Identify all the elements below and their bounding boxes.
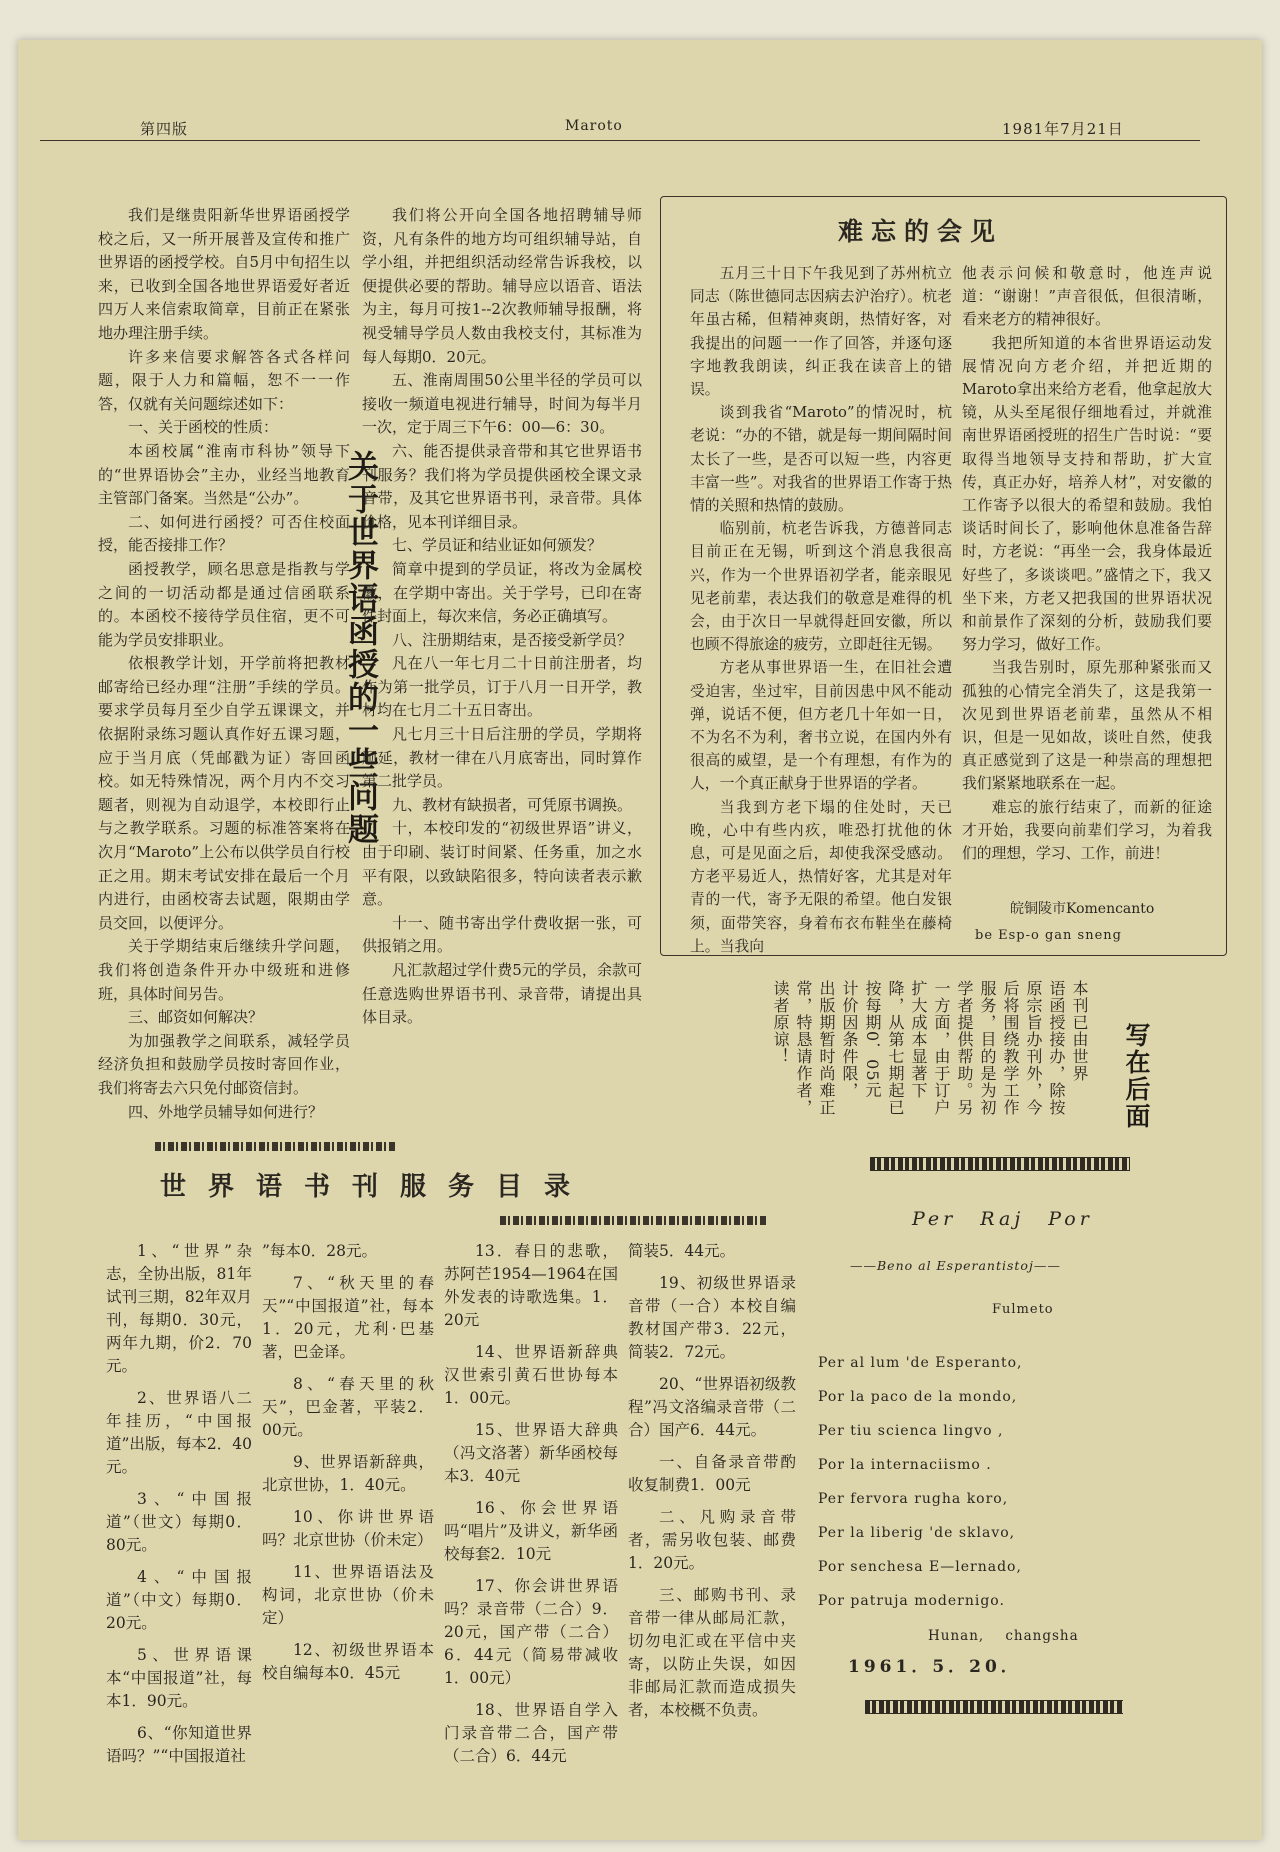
paragraph: 十，本校印发的“初级世界语”讲义，由于印刷、装订时间紧、任务重，加之水平有限，以致缺陷很多，特向读者表示歉意。 xyxy=(362,819,642,909)
paragraph: 关于学期结束后继续升学问题，我们将创造条件开办中级班和进修班，具体时间另告。 xyxy=(98,937,350,1003)
catalog-item: 9、世界语新辞典，北京世协，1．40元。 xyxy=(262,1453,434,1494)
afterword-title: 写在后面 xyxy=(1122,1022,1151,1130)
paragraph: 当我到方老下塌的住处时，天已晚，心中有些内疚，唯恐打扰他的休息，可是见面之后，却使我深受感动。方老平易近人，热情好客，尤其是对年青的一代，寄予无限的希望。他白发银须，面带笑容，身着布衣布鞋坐在藤椅上。当我向 xyxy=(690,798,952,955)
catalog-item: 1、“世界”杂志，全协出版，81年试刊三期，82年双月刊，每期0．30元，两年九期，价2．70元。 xyxy=(106,1242,252,1375)
catalog-item: 3、“中国报道”（世文）每期0．80元。 xyxy=(106,1490,252,1554)
catalog-item: 一、自备录音带酌收复制费1．00元 xyxy=(628,1453,796,1494)
afterword-text xyxy=(676,980,1091,1140)
paragraph: 四、外地学员辅导如何进行？ xyxy=(128,1102,324,1121)
article2-column-1 xyxy=(690,262,952,955)
afterword-line: 一方面，由于订户 xyxy=(932,980,951,1116)
paragraph: 临别前，杭老告诉我，方德普同志目前正在无锡，听到这个消息我很高兴，作为一个世界语初学者，能亲眼见见老前辈，表达我们的敬意是难得的机会，由于次日一早就得赶回安徽，所以也顾不得旅途的疲劳，立即赶往无锡。 xyxy=(690,520,952,654)
paragraph: 凡七月三十日后注册的学员，学期将顺延，教材一律在八月底寄出，同时算作第二批学员。 xyxy=(362,725,642,791)
afterword-line: 后将围绕教学工作 xyxy=(1001,980,1020,1116)
paragraph: 八、注册期结束，是否接受新学员？ xyxy=(392,630,633,649)
catalog-item: 8、“春天里的秋天”，巴金著，平装2．00元。 xyxy=(262,1375,434,1439)
catalog-item: 简装5．44元。 xyxy=(628,1242,736,1260)
catalog-item: 5、世界语课本“中国报道”社，每本1．90元。 xyxy=(106,1646,252,1710)
poem-title: Per Raj Por xyxy=(912,1208,1093,1230)
paragraph: 九、教材有缺损者，可凭原书调换。 xyxy=(392,795,633,814)
paragraph: 谈到我省“Maroto”的情况时，杭老说：“办的不错，就是每一期间隔时间太长了一些，是否可以短一些，内容更丰富一些”。对我省的世界语工作寄于热情的关照和热情的鼓励。 xyxy=(690,404,952,515)
catalog-item: 15、世界语大辞典（冯文洛著）新华函校每本3．40元 xyxy=(444,1421,618,1485)
article1-column-2 xyxy=(362,204,642,1109)
paragraph: 当我告别时，原先那种紧张而又孤独的心情完全消失了，这是我第一次见到世界语老前辈，虽然从不相识，但是一见如故，谈吐自然，使我真正感觉到了这是一种崇高的理想把我们紧紧地联系在一起。 xyxy=(962,659,1212,793)
catalog-item: 17、你会讲世界语吗？录音带（二合）9．20元，国产带（二合）6．44元（简易带减收1．00元） xyxy=(444,1577,618,1687)
article1-column-1 xyxy=(98,204,350,1121)
poem-author: Fulmeto xyxy=(992,1302,1054,1317)
catalog-ornament-bottom xyxy=(500,1216,768,1225)
afterword-line: 学者提供帮助。另 xyxy=(955,980,974,1116)
paragraph: 我们是继贵阳新华世界语函授学校之后，又一所开展普及宣传和推广世界语的函授学校。自5月中旬招生以来，已收到全国各地世界语爱好者近四万人来信索取简章，目前正在紧张地办理注册手续。 xyxy=(98,206,350,342)
catalog-item: 19、初级世界语录音带（一合）本校自编教材国产带3．22元，简装2．72元。 xyxy=(628,1274,796,1361)
paragraph: 我们将公开向全国各地招聘辅导师资，凡有条件的地方均可组织辅导站，自学小组，并把组织活动经常告诉我校，以便提供必要的帮助。辅导应以语音、语法为主，每月可按1--2次教师辅导报酬，将视受辅导学员人数由我校支付，其标准为每人每期0．20元。 xyxy=(362,206,642,366)
catalog-item: 三、邮购书刊、录音带一律从邮局汇款，切勿电汇或在平信中夹寄，以防止失误，如因非邮局汇款而造成损失者，本校概不负责。 xyxy=(628,1586,796,1719)
poem-line: Por senchesa E—lernado, xyxy=(818,1559,1022,1575)
poem-date: 1961．5．20． xyxy=(848,1657,1022,1677)
afterword-line: 原宗旨办刊外，今 xyxy=(1024,980,1043,1116)
afterword-line: 按每期0．05元 xyxy=(863,980,882,1099)
catalog-item: 6、“你知道世界语吗？”“中国报道社 xyxy=(106,1724,252,1765)
paragraph: 一、关于函校的性质： xyxy=(128,418,279,437)
catalog-item: 16、你会世界语吗“唱片”及讲义，新华函校每套2．10元 xyxy=(444,1499,618,1563)
poem-line: Per fervora rugha koro, xyxy=(818,1491,1009,1507)
afterword-line: 语函授接办，除按 xyxy=(1047,980,1066,1116)
article1-title: 关于世界语函授的一些问题 xyxy=(342,450,378,846)
paragraph: 五、淮南周围50公里半径的学员可以接收一频道电视进行辅导，时间为每半月一次，定于周三下午6：00—6：30。 xyxy=(362,371,642,437)
article2-column-2 xyxy=(962,262,1212,892)
paragraph: 十一、随书寄出学什费收据一张，可供报销之用。 xyxy=(362,913,642,956)
paragraph: 六、能否提供录音带和其它世界语书刊服务？我们将为学员提供函校全课文录音带，及其它世界语书刊，录音带。具体价格，见本刊详细目录。 xyxy=(362,441,642,531)
poem-line: Per la liberig 'de sklavo, xyxy=(818,1525,1016,1541)
paragraph: 难忘的旅行结束了，而新的征途才开始，我要向前辈们学习，为着我们的理想，学习、工作，前进！ xyxy=(962,798,1212,863)
catalog-item: 11、世界语语法及构词，北京世协（价未定） xyxy=(262,1563,434,1627)
poem-line: Por patruja modernigo. xyxy=(818,1593,1005,1609)
poem-body xyxy=(818,1346,1022,1618)
edition-label: 第四版 xyxy=(140,120,189,138)
paragraph: 七、学员证和结业证如何颁发？ xyxy=(392,536,603,555)
catalog-item: 10、你讲世界语吗？北京世协（价未定） xyxy=(262,1508,434,1549)
catalog-item: 7、“秋天里的春天”“中国报道”社，每本1．20元，尤利·巴基著，巴金译。 xyxy=(262,1274,434,1361)
afterword-line: 出版期暂时尚难正 xyxy=(817,980,836,1116)
paragraph: 五月三十日下午我见到了苏州杭立同志（陈世德同志因病去沪治疗）。杭老年虽古稀，但精神爽朗，热情好客，对我提出的问题一一作了回答，并逐句逐字地教我朗读，纠正我在读音上的错误。 xyxy=(690,265,952,399)
catalog-item: ”每本0．28元。 xyxy=(262,1242,378,1260)
header-rule xyxy=(40,140,1200,141)
poem-line: Per tiu scienca lingvo , xyxy=(818,1423,1004,1439)
catalog-item: 18、世界语自学入门录音带二合，国产带（二合）6．44元 xyxy=(444,1701,618,1765)
paragraph: 本函校属“淮南市科协”领导下的“世界语协会”主办，业经当地教育主管部门备案。当然是“公办”。 xyxy=(98,441,350,508)
article2-signature: 皖铜陵市Komencanto xyxy=(1010,901,1155,917)
afterword-line: 常，特恳请作者， xyxy=(794,980,813,1116)
catalog-column-1 xyxy=(106,1240,253,1765)
catalog-column-2 xyxy=(262,1240,434,1700)
afterword-line: 服务，目的是为初 xyxy=(978,980,997,1116)
catalog-title: 世界语书刊服务目录 xyxy=(160,1172,593,1202)
paragraph: 简章中提到的学员证，将改为金属校徽，在学期中寄出。关于学号，已印在寄件封面上，每次来信，务必正确填写。 xyxy=(362,559,642,626)
poem-line: Por la paco de la mondo, xyxy=(818,1389,1018,1405)
catalog-item: 二、凡购录音带者，需另收包装、邮费1．20元。 xyxy=(628,1508,796,1572)
paragraph: 二、如何进行函授？可否住校面授，能否接排工作？ xyxy=(98,512,350,555)
paragraph: 依根教学计划，开学前将把教材邮寄给已经办理“注册”手续的学员。要求学员每月至少自学五课课文，并依据附录练习题认真作好五课习题，应于当月底（凭邮戳为证）寄回函校。如无特殊情况，两个月内不交习题者，则视为自动退学，本校即行止与之教学联系。习题的标准答案将在次月“Maroto”上公布以供学员自行校正之用。期末考试安排在最后一个月内进行，由函校寄去试题，限期由学员交回，以便评分。 xyxy=(98,654,350,932)
paragraph: 为加强教学之间联系，减轻学员经济负担和鼓励学员按时寄回作业，我们将寄去六只免付邮资信封。 xyxy=(98,1031,350,1097)
catalog-item: 2、世界语八二年挂历，“中国报道”出版，每本2．40元。 xyxy=(106,1389,253,1476)
afterword-line: 本刊已由世界 xyxy=(1070,980,1089,1082)
paragraph: 凡汇款超过学什费5元的学员，余款可任意选购世界语书刊、录音带，请提出具体目录。 xyxy=(362,961,642,1027)
catalog-ornament-top xyxy=(155,1142,395,1151)
poem-ornament-bottom xyxy=(865,1700,1123,1714)
catalog-item: 4、“中国报道”（中文）每期0．20元。 xyxy=(106,1568,252,1632)
catalog-item: 12、初级世界语本校自编每本0．45元 xyxy=(262,1641,434,1682)
paper-name: Maroto xyxy=(565,118,623,134)
paragraph: 我把所知道的本省世界语运动发展情况向方老介绍，并把近期的Maroto拿出来给方老看，他拿起放大镜，从头至尾很仔细地看过，并就淮南世界语函授班的招生广告时说：“要取得当地领导支持和帮助，扩大宣传，真正办好，培养人材”，对安徽的工作寄予以很大的希望和鼓励。我怕谈话时间长了，影响他休息准备告辞时，方老说：“再坐一会，我身体最近好些了，多谈谈吧。”盛情之下，我又坐下来，方老又把我国的世界语状况和前景作了深刻的分析，鼓励我们要努力学习，做好工作。 xyxy=(962,334,1212,654)
article2-title: 难忘的会见 xyxy=(838,217,1004,246)
catalog-item: 20、“世界语初级教程”冯文洛编录音带（二合）国产6．44元。 xyxy=(628,1375,796,1439)
paragraph: 许多来信要求解答各式各样问题，限于人力和篇幅，恕不一一作答，仅就有关问题综述如下： xyxy=(98,347,350,413)
catalog-column-4 xyxy=(628,1240,796,1719)
afterword-line: 降，从第七期起已 xyxy=(886,980,905,1116)
poem-place: Hunan, changsha xyxy=(928,1628,1079,1644)
afterword-line: 扩大成本显著下 xyxy=(909,980,928,1099)
catalog-item: 14、世界语新辞典汉世索引黄石世协每本1．00元。 xyxy=(444,1343,618,1407)
paragraph: 函授教学，顾名思意是指教与学之间的一切活动都是通过信函联系的。本函校不接待学员住宿，更不可能为学员安排职业。 xyxy=(98,559,350,649)
afterword-line: 计价因条件限， xyxy=(840,980,859,1099)
afterword-line: 读者原谅！ xyxy=(771,980,790,1065)
poem-dedication: ——Beno al Esperantistoj—— xyxy=(850,1258,1061,1273)
paragraph: 凡在八一年七月二十日前注册者，均作为第一批学员，订于八月一日开学，教材均在七月二十五日寄出。 xyxy=(362,654,642,720)
paragraph: 方老从事世界语一生，在旧社会遭受迫害，坐过牢，目前因患中风不能动弹，说话不便，但方老几十年如一日，不为名不为利，奢书立说，在国内外有很高的威望，是一个有理想，有作为的人，一个真正献身于世界语的学者。 xyxy=(690,659,952,793)
catalog-column-3 xyxy=(444,1240,618,1765)
poem-ornament-top xyxy=(870,1157,1130,1171)
poem-line: Per al lum 'de Esperanto, xyxy=(818,1355,1023,1371)
article2-signature-esperanto: be Esp-o gan sneng xyxy=(975,928,1122,943)
paragraph: 三、邮资如何解决？ xyxy=(128,1008,264,1027)
issue-date: 1981年7月21日 xyxy=(1002,120,1124,138)
catalog-item: 13．春日的悲歌，苏阿芒1954—1964在国外发表的诗歌选集。1．20元 xyxy=(444,1242,618,1329)
poem-line: Por la internaciismo . xyxy=(818,1457,992,1473)
paragraph: 他表示问候和敬意时，他连声说道：“谢谢！”声音很低，但很清晰，看来老方的精神很好。 xyxy=(962,265,1212,329)
